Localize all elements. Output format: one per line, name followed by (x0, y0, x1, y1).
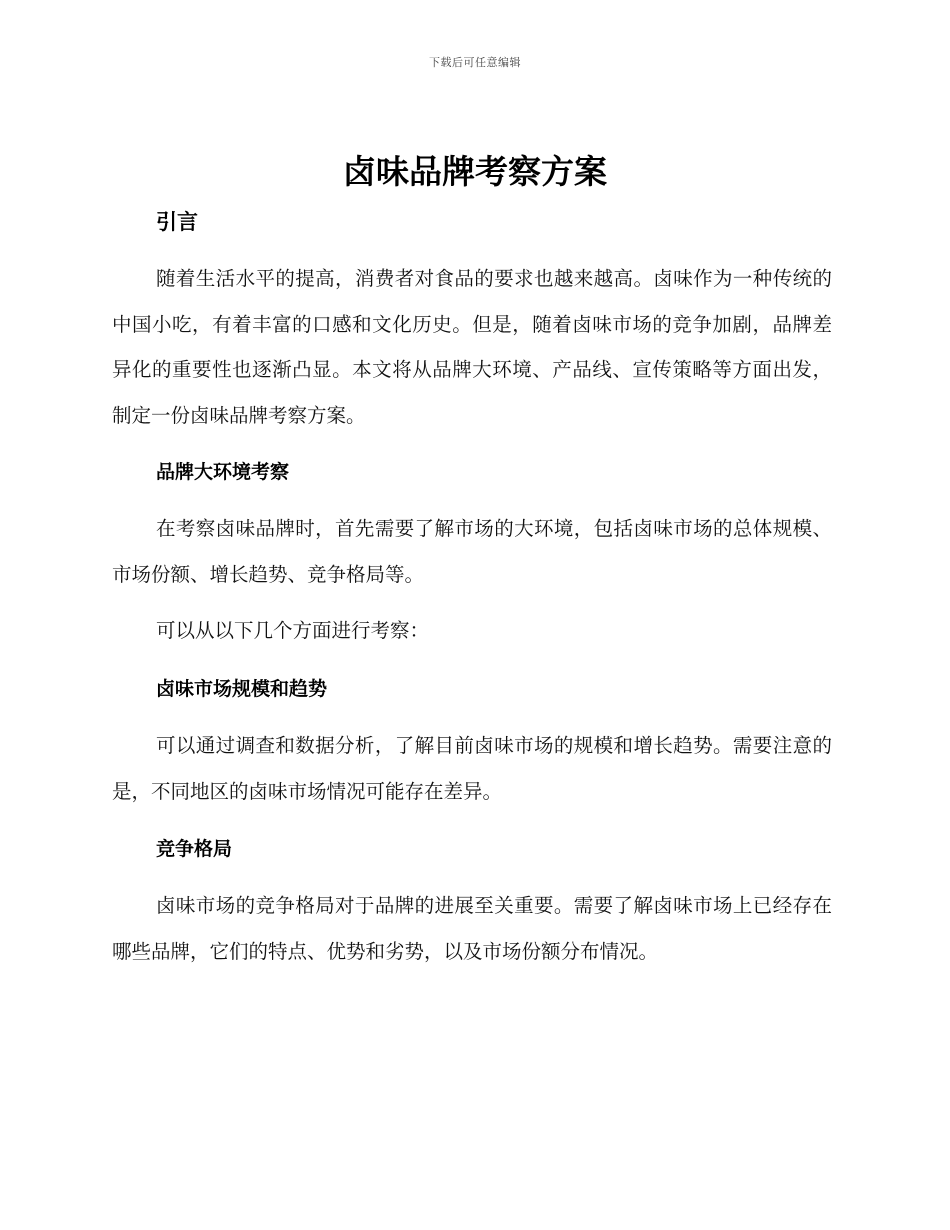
paragraph-intro: 随着生活水平的提高，消费者对食品的要求也越来越高。卤味作为一种传统的中国小吃，有着丰富的口感和文化历史。但是，随着卤味市场的竞争加剧，品牌差异化的重要性也逐渐凸显。本文将从品牌大环境、产品线、宣传策略等方面出发，制定一份卤味品牌考察方案。 (112, 267, 832, 427)
section-heading-market-scale: 卤味市场规模和趋势 (156, 678, 328, 700)
page-header-note: 下载后可任意编辑 (429, 56, 521, 69)
section-heading-competition: 竞争格局 (156, 838, 233, 860)
paragraph-aspects-intro: 可以从以下几个方面进行考察： (156, 619, 430, 642)
paragraph-market-scale: 可以通过调查和数据分析，了解目前卤味市场的规模和增长趋势。需要注意的是，不同地区的卤味市场情况可能存在差异。 (112, 734, 832, 803)
section-heading-intro: 引言 (156, 210, 198, 234)
document-title: 卤味品牌考察方案 (343, 152, 607, 191)
paragraph-brand-environment: 在考察卤味品牌时，首先需要了解市场的大环境，包括卤味市场的总体规模、市场份额、增长趋势、竞争格局等。 (112, 517, 832, 586)
paragraph-competition: 卤味市场的竞争格局对于品牌的进展至关重要。需要了解卤味市场上已经存在哪些品牌，它们的特点、优势和劣势，以及市场份额分布情况。 (112, 894, 832, 963)
section-heading-brand-environment: 品牌大环境考察 (156, 461, 290, 483)
